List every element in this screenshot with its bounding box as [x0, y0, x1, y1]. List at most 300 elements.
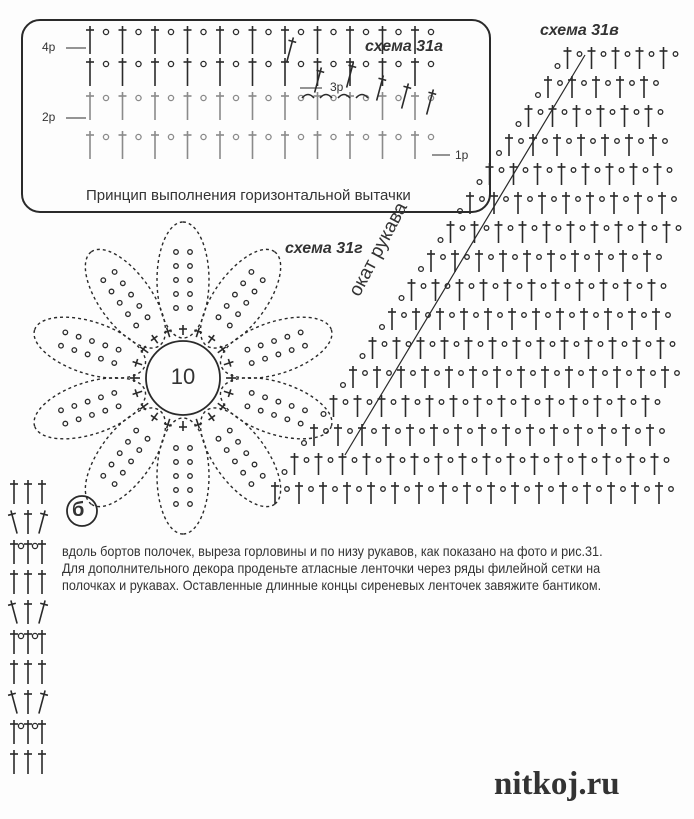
chain-symbol: [645, 487, 650, 492]
stitch-symbol: [487, 482, 495, 504]
chain-symbol: [18, 543, 23, 548]
slip-stitch-arc: [320, 95, 332, 99]
chain-symbol: [174, 446, 179, 451]
stitch-symbol: [334, 424, 342, 446]
chain-symbol: [363, 29, 368, 34]
chain-symbol: [18, 633, 23, 638]
stitch-symbol: [391, 482, 399, 504]
chain-symbol: [564, 429, 569, 434]
chain-symbol: [112, 270, 117, 275]
chain-symbol: [168, 134, 173, 139]
stitch-symbol: [613, 366, 621, 388]
chain-symbol: [260, 474, 265, 479]
chain-symbol: [597, 487, 602, 492]
chain-symbol: [625, 52, 630, 57]
chain-symbol: [285, 487, 290, 492]
stitch-symbol: [354, 395, 362, 417]
chain-symbol: [298, 330, 303, 335]
chain-symbol: [556, 226, 561, 231]
stitch-symbol: [295, 482, 303, 504]
stitch-symbol: [281, 26, 289, 54]
chain-symbol: [592, 458, 597, 463]
chain-symbol: [552, 197, 557, 202]
chain-symbol: [289, 348, 294, 353]
chain-symbol: [612, 429, 617, 434]
chain-symbol: [76, 334, 81, 339]
chain-symbol: [661, 284, 666, 289]
chain-symbol: [363, 61, 368, 66]
chain-symbol: [588, 429, 593, 434]
chain-symbol: [570, 313, 575, 318]
chain-symbol: [188, 306, 193, 311]
chain-symbol: [249, 361, 254, 366]
stitch-symbol: [86, 131, 94, 159]
stitch-symbol: [151, 131, 159, 159]
chain-symbol: [76, 417, 81, 422]
chain-symbol: [117, 301, 122, 306]
chain-symbol: [103, 343, 108, 348]
flower-petal: [70, 237, 180, 361]
chain-symbol: [382, 342, 387, 347]
chain-symbol: [651, 371, 656, 376]
chain-symbol: [233, 292, 238, 297]
chain-symbol: [233, 95, 238, 100]
chain-symbol: [260, 278, 265, 283]
chain-symbol: [672, 197, 677, 202]
chain-symbol: [400, 458, 405, 463]
chain-symbol: [90, 339, 95, 344]
scheme-31g-title: схема 31г: [285, 240, 363, 257]
stitch-symbol: [427, 250, 435, 272]
chain-symbol: [516, 122, 521, 127]
chain-symbol: [411, 371, 416, 376]
chain-symbol: [101, 278, 106, 283]
stitch-symbol: [463, 482, 471, 504]
stitch-symbol: [577, 134, 585, 156]
chain-symbol: [252, 289, 257, 294]
stitch-symbol: [469, 366, 477, 388]
chain-symbol: [493, 284, 498, 289]
chain-symbol: [174, 292, 179, 297]
stitch-symbol: [223, 358, 235, 369]
stitch-symbol: [643, 250, 651, 272]
chain-symbol: [415, 400, 420, 405]
stitch-symbol: [86, 92, 94, 120]
stitch-symbol: [459, 453, 467, 475]
chain-symbol: [331, 29, 336, 34]
chain-symbol: [233, 134, 238, 139]
stitch-symbol: [7, 509, 21, 534]
chain-symbol: [298, 421, 303, 426]
stitch-symbol: [502, 424, 510, 446]
flower-petal: [185, 237, 295, 361]
chain-symbol: [266, 61, 271, 66]
stitch-symbol: [535, 482, 543, 504]
chain-symbol: [233, 29, 238, 34]
chain-symbol: [387, 371, 392, 376]
stitch-symbol: [651, 453, 659, 475]
chain-symbol: [298, 134, 303, 139]
chain-symbol: [535, 400, 540, 405]
chain-symbol: [201, 134, 206, 139]
chain-symbol: [522, 313, 527, 318]
chain-symbol: [249, 482, 254, 487]
stitch-symbol: [493, 366, 501, 388]
stitch-symbol: [349, 366, 357, 388]
chain-symbol: [642, 313, 647, 318]
chain-symbol: [615, 139, 620, 144]
chain-symbol: [244, 451, 249, 456]
chain-symbol: [454, 342, 459, 347]
chain-symbol: [463, 400, 468, 405]
chain-symbol: [233, 61, 238, 66]
stitch-symbol: [513, 337, 521, 359]
stitch-symbol: [582, 163, 590, 185]
stitch-symbol: [649, 134, 657, 156]
chain-symbol: [59, 408, 64, 413]
chain-symbol: [174, 306, 179, 311]
stitch-symbol: [658, 192, 666, 214]
stitch-symbol: [450, 395, 458, 417]
chain-symbol: [380, 325, 385, 330]
chain-symbol: [103, 61, 108, 66]
chain-symbol: [550, 342, 555, 347]
chain-symbol: [483, 371, 488, 376]
stitch-symbol: [598, 424, 606, 446]
chain-symbol: [536, 93, 541, 98]
stitch-symbol: [558, 163, 566, 185]
stitch-symbol: [411, 58, 419, 86]
chain-symbol: [543, 139, 548, 144]
chain-symbol: [636, 429, 641, 434]
chain-symbol: [669, 487, 674, 492]
chain-symbol: [174, 250, 179, 255]
chain-symbol: [103, 408, 108, 413]
stitch-symbol: [531, 453, 539, 475]
stitch-symbol: [314, 131, 322, 159]
stitch-symbol: [637, 366, 645, 388]
chain-symbol: [497, 151, 502, 156]
stitch-symbol: [648, 279, 656, 301]
stitch-symbol: [192, 418, 203, 430]
stitch-symbol: [38, 480, 46, 504]
chain-symbol: [660, 429, 665, 434]
chain-symbol: [627, 371, 632, 376]
stitch-symbol: [24, 480, 32, 504]
stitch-symbol: [484, 308, 492, 330]
stitch-symbol: [216, 58, 224, 86]
chain-symbol: [555, 371, 560, 376]
chain-symbol: [266, 29, 271, 34]
stitch-symbol: [415, 482, 423, 504]
chain-symbol: [129, 459, 134, 464]
stitch-symbol: [523, 250, 531, 272]
stitch-symbol: [411, 92, 419, 120]
stitch-symbol: [10, 750, 18, 774]
stitch-symbol: [508, 308, 516, 330]
chain-symbol: [428, 134, 433, 139]
chain-symbol: [188, 292, 193, 297]
chain-symbol: [528, 197, 533, 202]
chain-symbol: [477, 180, 482, 185]
stitch-symbol: [151, 58, 159, 86]
stitch-symbol: [538, 192, 546, 214]
chain-symbol: [448, 458, 453, 463]
chain-symbol: [658, 110, 663, 115]
stitch-symbol: [310, 424, 318, 446]
stitch-symbol: [534, 163, 542, 185]
stitch-symbol: [553, 134, 561, 156]
stitch-symbol: [580, 308, 588, 330]
row-label-2: 2р: [42, 110, 56, 124]
stitch-symbol: [486, 163, 494, 185]
stitch-symbol: [660, 47, 668, 69]
chain-symbol: [595, 168, 600, 173]
stitch-symbol: [579, 453, 587, 475]
chain-symbol: [616, 458, 621, 463]
chain-symbol: [99, 356, 104, 361]
chain-symbol: [582, 81, 587, 86]
chain-symbol: [586, 110, 591, 115]
chain-symbol: [32, 633, 37, 638]
row-label-1: 1р: [455, 148, 469, 162]
chain-symbol: [333, 487, 338, 492]
chain-symbol: [574, 342, 579, 347]
chain-symbol: [676, 226, 681, 231]
stitch-symbol: [543, 221, 551, 243]
chain-symbol: [663, 139, 668, 144]
chain-symbol: [224, 304, 229, 309]
chain-symbol: [134, 323, 139, 328]
chain-symbol: [285, 334, 290, 339]
stitch-symbol: [330, 395, 338, 417]
stitch-symbol: [475, 250, 483, 272]
chain-symbol: [216, 315, 221, 320]
stitch-symbol: [528, 279, 536, 301]
stitch-symbol: [570, 395, 578, 417]
stitch-symbol: [223, 387, 235, 398]
stitch-symbol: [151, 92, 159, 120]
chain-symbol: [285, 417, 290, 422]
slip-stitch-arc: [338, 95, 350, 99]
stitch-symbol: [571, 250, 579, 272]
stitch-symbol: [585, 337, 593, 359]
chain-symbol: [396, 29, 401, 34]
stitch-symbol: [408, 279, 416, 301]
chain-symbol: [116, 347, 121, 352]
chain-symbol: [472, 458, 477, 463]
chain-symbol: [228, 323, 233, 328]
chain-symbol: [245, 347, 250, 352]
chain-symbol: [134, 428, 139, 433]
chain-symbol: [591, 139, 596, 144]
stitch-symbol: [663, 221, 671, 243]
stitch-symbol: [639, 221, 647, 243]
stitch-symbol: [504, 279, 512, 301]
stitch-symbol: [616, 76, 624, 98]
chain-symbol: [174, 460, 179, 465]
chain-symbol: [675, 371, 680, 376]
stitch-symbol: [564, 47, 572, 69]
stitch-symbol: [184, 26, 192, 54]
stitch-symbol: [417, 337, 425, 359]
chain-symbol: [32, 543, 37, 548]
stitch-symbol: [451, 250, 459, 272]
stitch-symbol: [131, 358, 143, 369]
stitch-symbol: [612, 47, 620, 69]
stitch-symbol: [525, 105, 533, 127]
stitch-symbol: [411, 453, 419, 475]
stitch-symbol: [631, 482, 639, 504]
stitch-symbol: [439, 482, 447, 504]
stitch-symbol: [339, 453, 347, 475]
chain-symbol: [435, 371, 440, 376]
stitch-symbol: [38, 630, 46, 654]
chain-symbol: [549, 487, 554, 492]
stitch-symbol: [511, 482, 519, 504]
chain-symbol: [258, 408, 263, 413]
stitch-symbol: [319, 482, 327, 504]
chain-symbol: [559, 400, 564, 405]
chain-symbol: [263, 356, 268, 361]
stitch-symbol: [480, 279, 488, 301]
chain-symbol: [666, 313, 671, 318]
stitch-symbol: [373, 366, 381, 388]
chain-symbol: [429, 487, 434, 492]
stitch-symbol: [526, 424, 534, 446]
stitch-symbol: [601, 134, 609, 156]
chain-symbol: [236, 440, 241, 445]
chain-symbol: [396, 61, 401, 66]
stitch-symbol: [10, 540, 18, 564]
stitch-symbol: [561, 337, 569, 359]
stitch-symbol: [24, 750, 32, 774]
stitch-symbol: [35, 689, 49, 714]
stitch-symbol: [216, 92, 224, 120]
chain-symbol: [496, 458, 501, 463]
chain-symbol: [622, 342, 627, 347]
stitch-symbol: [314, 26, 322, 54]
chain-symbol: [72, 404, 77, 409]
chain-symbol: [348, 429, 353, 434]
stitch-symbol: [519, 221, 527, 243]
stitch-symbol: [216, 131, 224, 159]
chain-symbol: [459, 371, 464, 376]
chain-symbol: [601, 52, 606, 57]
chain-symbol: [32, 723, 37, 728]
stitch-symbol: [192, 326, 203, 338]
chain-symbol: [188, 446, 193, 451]
stitch-symbol: [412, 308, 420, 330]
stitch-symbol: [314, 92, 322, 120]
chain-symbol: [302, 441, 307, 446]
chain-symbol: [520, 458, 525, 463]
chain-symbol: [188, 278, 193, 283]
stitch-symbol: [86, 26, 94, 54]
chain-symbol: [99, 395, 104, 400]
chain-symbol: [272, 413, 277, 418]
stitch-symbol: [205, 333, 217, 346]
chain-symbol: [424, 458, 429, 463]
chain-symbol: [266, 134, 271, 139]
stitch-symbol: [498, 395, 506, 417]
chain-symbol: [245, 404, 250, 409]
stitch-symbol: [149, 333, 161, 346]
chain-symbol: [640, 458, 645, 463]
stitch-symbol: [441, 337, 449, 359]
stitch-symbol: [281, 92, 289, 120]
stitch-symbol: [589, 366, 597, 388]
chain-symbol: [103, 29, 108, 34]
chain-symbol: [502, 342, 507, 347]
stitch-symbol: [249, 26, 257, 54]
stitch-symbol: [556, 308, 564, 330]
stitch-symbol: [489, 337, 497, 359]
chain-symbol: [85, 399, 90, 404]
stitch-symbol: [645, 105, 653, 127]
stitch-symbol: [149, 410, 161, 423]
chain-symbol: [244, 301, 249, 306]
chain-symbol: [547, 168, 552, 173]
chain-symbol: [657, 255, 662, 260]
stitch-symbol: [38, 720, 46, 744]
stitch-symbol: [625, 134, 633, 156]
chain-symbol: [85, 352, 90, 357]
chain-symbol: [228, 428, 233, 433]
stitch-symbol: [591, 221, 599, 243]
stitch-symbol: [499, 250, 507, 272]
stitch-symbol: [562, 192, 570, 214]
stitch-symbol: [343, 482, 351, 504]
stitch-symbol: [406, 424, 414, 446]
chain-symbol: [72, 348, 77, 353]
stitch-symbol: [628, 308, 636, 330]
stitch-symbol: [447, 221, 455, 243]
stitch-symbol: [622, 424, 630, 446]
stitch-symbol: [555, 453, 563, 475]
chain-symbol: [526, 342, 531, 347]
chain-symbol: [604, 226, 609, 231]
stitch-symbol: [346, 26, 354, 54]
chain-symbol: [532, 226, 537, 231]
stitch-symbol: [567, 221, 575, 243]
stitch-symbol: [552, 279, 560, 301]
stitch-symbol: [474, 395, 482, 417]
chain-symbol: [511, 400, 516, 405]
chain-symbol: [419, 267, 424, 272]
chain-symbol: [501, 487, 506, 492]
chain-symbol: [598, 342, 603, 347]
chain-symbol: [474, 313, 479, 318]
chain-symbol: [555, 64, 560, 69]
chain-symbol: [343, 400, 348, 405]
chain-symbol: [576, 197, 581, 202]
stitch-symbol: [421, 366, 429, 388]
stitch-symbol: [179, 325, 187, 335]
instruction-paragraph: вдоль бортов полочек, выреза горловины и по низу рукавов, как показано на фото и рис.31. Для дополнительного декора проденьте атласные ленточки через ряды филейной сетки на полочках и рукавах. Оставленные длинные концы сиреневых ленточек завяжите бантиком.: [62, 544, 603, 593]
chain-symbol: [360, 354, 365, 359]
stitch-symbol: [281, 58, 289, 86]
chain-symbol: [18, 723, 23, 728]
chain-symbol: [112, 391, 117, 396]
chain-symbol: [188, 474, 193, 479]
chain-symbol: [63, 421, 68, 426]
stitch-symbol: [576, 279, 584, 301]
chain-symbol: [391, 400, 396, 405]
chain-symbol: [331, 134, 336, 139]
chain-symbol: [303, 408, 308, 413]
stitch-symbol: [379, 92, 387, 120]
